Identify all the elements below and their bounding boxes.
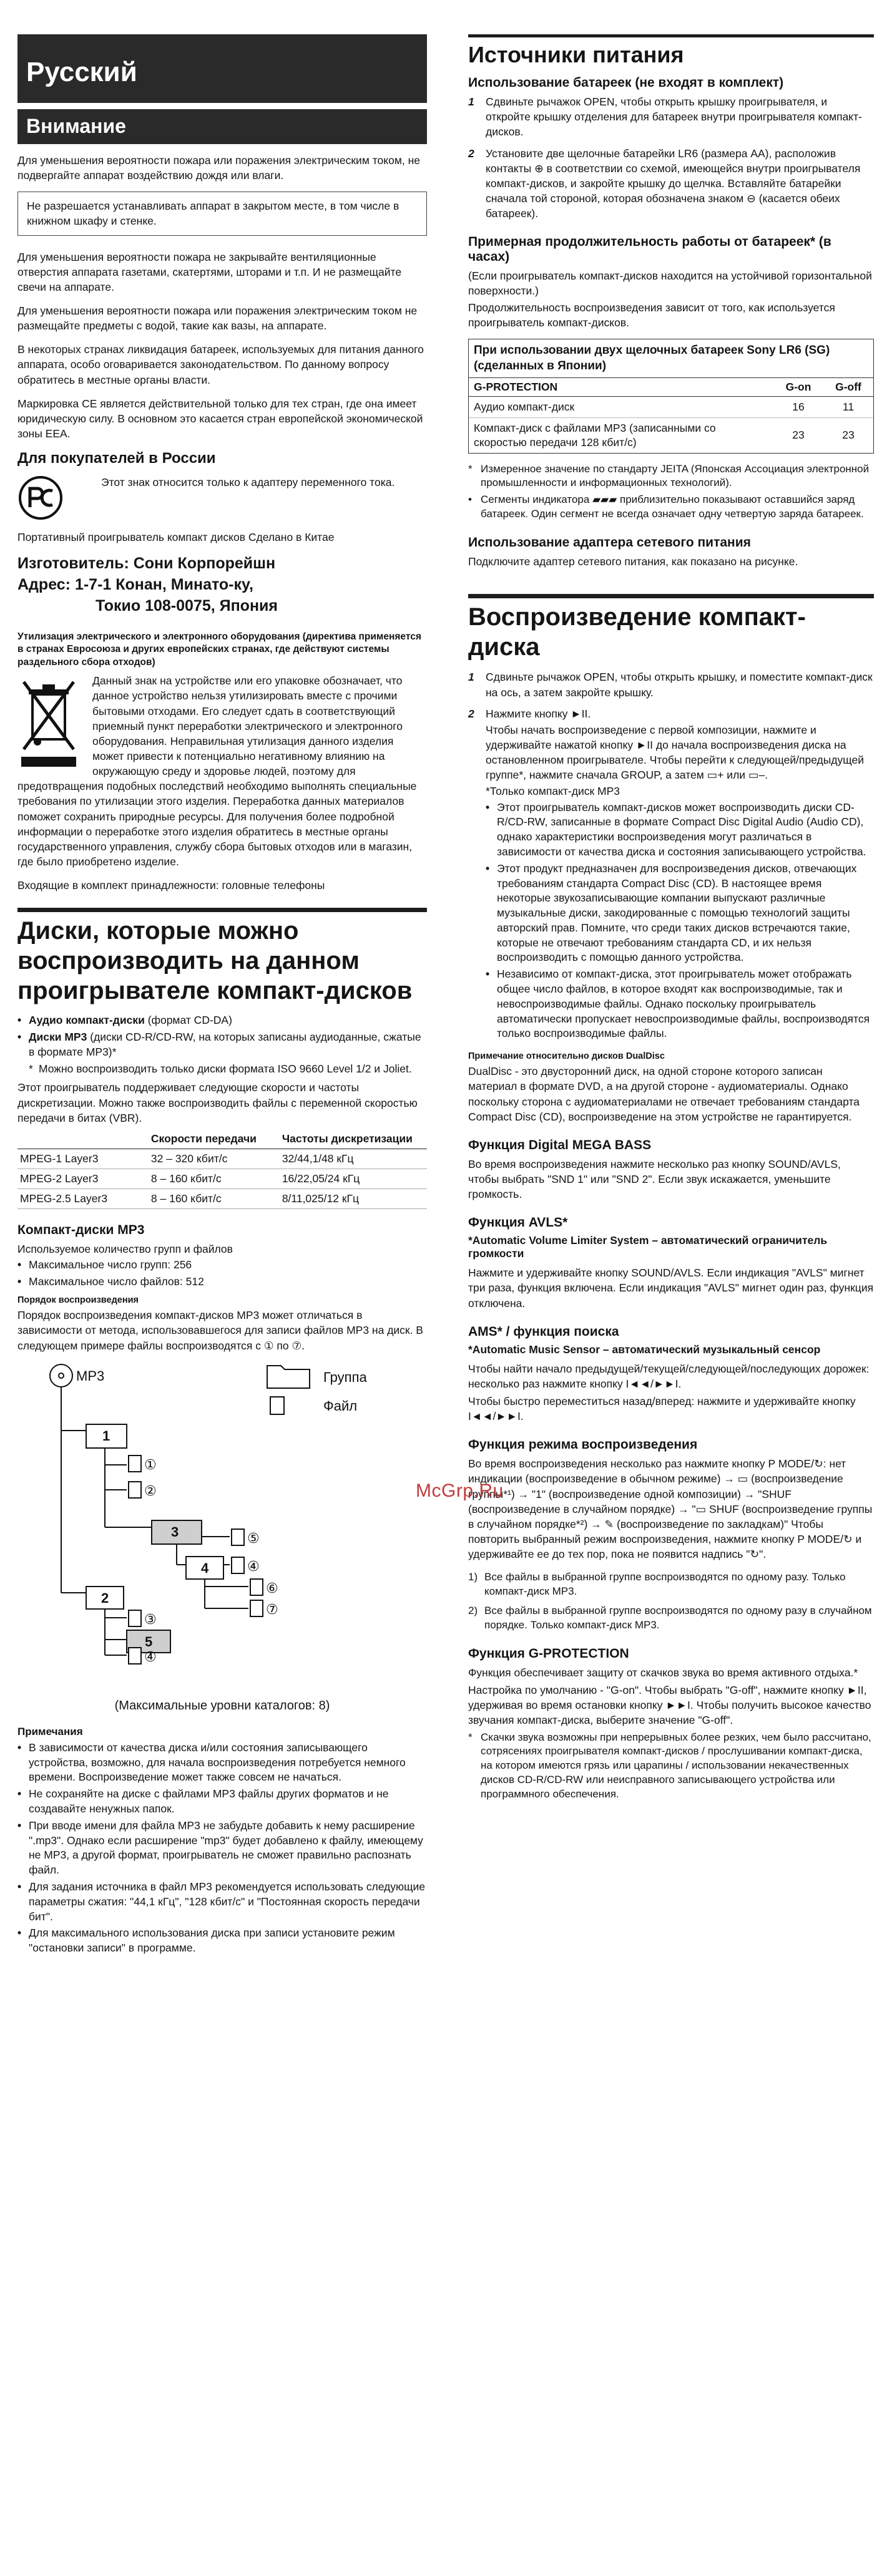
batt-step-text: Установите две щелочные батарейки LR6 (размера AA), расположив контакты ⊕ в соответствии со схемой, имеющейся внутри проигрывателя компакт-дисков, и закройте крышку до щелчка. Вставляйте батарейки сначала той стороной, которая обозначена знаком ⊖ (касается обеих батареек). (486, 147, 861, 220)
warning-p5: Маркировка CE является действительной только для тех стран, где она имеет юридическую силу. В основном это касается стран европейской экономической зоны ЕЕА. (17, 397, 423, 440)
note-item: • Не сохраняйте на диске с файлами MP3 файлы других форматов и не создавайте ненужных папок. (17, 1787, 427, 1817)
batt-note-text: Сегменты индикатора ▰▰▰ приблизительно показывают оставшийся заряд батареек. Один сегмент не всегда означает одну четвертую заряда батареек. (481, 493, 864, 520)
mode-title: Функция режима воспроизведения (468, 1437, 698, 1452)
warning-p1: Для уменьшения вероятности пожара или поражения электрическим током, не подвергайте аппарат воздействию дождя или влаги. (17, 154, 421, 182)
battery-table-box (468, 339, 874, 454)
rst-certification-icon (17, 475, 64, 521)
table-row (17, 1169, 427, 1188)
mp3-bullet-2: • Максимальное число файлов: 512 (17, 1275, 427, 1290)
disc-paragraph: Этот проигрыватель поддерживает следующие скорости и частоты дискретизации. Можно также воспроизводить файлы с переменной скоростью передачи в битах (VBR). (17, 1081, 418, 1124)
disc-b1-rest: (формат CD-DA) (144, 1014, 232, 1027)
table-row (469, 397, 873, 418)
address-line-1: Адрес: 1-7-1 Конан, Минато-ку, (17, 576, 253, 593)
disc-sub-note: * Можно воспроизводить только диски формата ISO 9660 Level 1/2 и Joliet. (29, 1062, 427, 1077)
manufacturer: Изготовитель: Сони Корпорейшн (17, 555, 276, 573)
note-text: Не сохраняйте на диске с файлами MP3 файлы других форматов и не создавайте ненужных папок. (29, 1787, 389, 1815)
disc-sub-text: Можно воспроизводить только диски формата ISO 9660 Level 1/2 и Joliet. (39, 1062, 412, 1075)
group-label: Группа (323, 1369, 367, 1385)
bitrate-table (17, 1129, 427, 1209)
discs-section (17, 908, 427, 1956)
battery-table (469, 377, 873, 452)
play-title: Воспроизведение компакт-диска (468, 603, 806, 661)
table-cell: 11 (823, 397, 873, 418)
mega-bass-title: Функция Digital MEGA BASS (468, 1137, 652, 1152)
language-title: Русский (17, 34, 427, 103)
table-cell: MPEG-2 Layer3 (17, 1169, 149, 1188)
accessories: Входящие в комплект принадлежности: головные телефоны (17, 879, 325, 892)
avls-title: Функция AVLS* (468, 1215, 568, 1230)
batt-step-2: 2 Установите две щелочные батарейки LR6 (размера AA), расположив контакты ⊕ в соответствии со схемой, имеющейся внутри проигрывателя компакт-дисков, и закройте крышку до щелчка. Вставляйте батарейки сначала той стороной, которая обозначена знаком ⊖ (касается обеих батареек). (468, 146, 874, 221)
disc-b2-rest: (диски CD-R/CD-RW, на которых записаны аудиоданные, сжатые в формате MP3)* (29, 1031, 421, 1058)
file-label: ③ (144, 1611, 157, 1628)
note-item: • При вводе имени для файла MP3 не забудьте добавить к нему расширение ".mp3". Однако если расширение "mp3" будет добавлено к файлу, имеющему не MP3, а другой формат, проигрыватель не сможет правильно распознать файл. (17, 1819, 427, 1878)
mode-note-2: 2) Все файлы в выбранной группе воспроизводятся по одному разу в случайном порядке. Только компакт-диск MP3. (468, 1604, 874, 1633)
folder-label: 2 (101, 1590, 109, 1606)
warning-box (17, 192, 427, 235)
table-cell: MPEG-2.5 Layer3 (17, 1188, 149, 1208)
file-label: ④ (144, 1649, 157, 1665)
folder-label: 1 (102, 1427, 110, 1444)
disc-b1-bold: Аудио компакт-диски (29, 1014, 145, 1027)
play-bullet: • Этот продукт предназначен для воспроизведения дисков, отвечающих требованиям стандарта Compact Disc (CD). В настоящее время некоторые звукозаписывающие компании выпускают различные музыкальные диски, закодированные с помощью технологий защиты авторский прав. Помните, что среди таких дисков встречаются такие, которые не отвечают требованиям стандарта CD, и их нельзя воспроизводить с помощью данного устройства. (486, 862, 874, 966)
play-step-2: 2 Нажмите кнопку ►II. (468, 706, 874, 721)
mp3-label: MP3 (76, 1368, 105, 1384)
bitrate-header (17, 1129, 149, 1149)
warning-p2: Для уменьшения вероятности пожара не закрывайте вентиляционные отверстия аппарата газетами, скатертями, шторами и т.п. И не размещайте свечи на аппарате. (17, 250, 402, 293)
mp3-title: Компакт-диски MP3 (17, 1222, 145, 1237)
table-cell: 16/22,05/24 кГц (280, 1169, 427, 1188)
disc-bullet-2: • Диски MP3 (диски CD-R/CD-RW, на которых записаны аудиоданные, сжатые в формате MP3)* (17, 1031, 421, 1058)
bitrate-header-row (17, 1129, 427, 1149)
note-text: Для задания источника в файл MP3 рекомендуется использовать следующие параметры сжатия: "44,1 кГц", "128 кбит/с" и "Постоянная скорость передачи бит". (29, 1880, 426, 1923)
weee-block (17, 673, 427, 869)
play-step-text: Нажмите кнопку ►II. (486, 707, 591, 720)
table-row (469, 418, 873, 453)
adapter-title: Использование адаптера сетевого питания (468, 535, 751, 550)
rct-block (17, 475, 427, 521)
batt-note-text: Измеренное значение по стандарту JEITA (Японская Ассоциация электронной промышленности и информационных технологий). (481, 462, 870, 489)
right-column (468, 34, 874, 2561)
note-item: • Для задания источника в файл MP3 рекомендуется использовать следующие параметры сжатия: "44,1 кГц", "128 кбит/с" и "Постоянная скорость передачи бит". (17, 1880, 427, 1924)
discs-title: Диски, которые можно воспроизводить на данном проигрывателе компакт-дисков (17, 917, 413, 1005)
power-section (468, 34, 874, 569)
play-bullet-text: Независимо от компакт-диска, этот проигрыватель может отображать общее число файлов, в которое входят как воспроизводимые, так и невоспроизводимые файлы. Однако поскольку проигрыватель автоматически пропускает невоспроизводимые файлы, воспроизводятся только воспроизводимые файлы. (497, 968, 870, 1040)
table-cell: Аудио компакт-диск (469, 397, 773, 418)
bitrate-header: Скорости передачи (149, 1129, 280, 1149)
life-title: Примерная продолжительность работы от батареек* (в часах) (468, 235, 831, 265)
crossed-bin-icon (17, 676, 80, 769)
table-cell: 23 (842, 429, 855, 442)
folder-label: 4 (201, 1560, 209, 1576)
play-step-text: Сдвиньте рычажок OPEN, чтобы открыть крышку, и поместите компакт-диск на ось, а затем закройте крышку. (486, 671, 873, 699)
folder-tree-diagram (17, 1362, 427, 1693)
weee-title: Утилизация электрического и электронного оборудования (директива применяется в странах Евросоюза и других европейских странах, где действуют системы раздельного сбора отходов) (17, 631, 421, 668)
order-paragraph: Порядок воспроизведения компакт-дисков MP3 может отличаться в зависимости от метода, использовавшегося для записи файлов MP3 на диск. В следующем примере файлы воспроизводятся с ① по ⑦. (17, 1309, 423, 1352)
file-label: ⑦ (266, 1601, 278, 1618)
note-text: В зависимости от качества диска и/или состояния записывающего устройства, возможно, для начала воспроизведения потребуется немного времени. Воспроизведение может также совсем не начаться. (29, 1741, 406, 1784)
play-bullet: • Независимо от компакт-диска, этот проигрыватель может отображать общее число файлов, в которое входят как воспроизводимые, так и невоспроизводимые файлы. Однако поскольку проигрыватель автоматически пропускает невоспроизводимые файлы, воспроизводятся только воспроизводимые файлы. (486, 967, 874, 1041)
table-cell: 32 – 320 кбит/с (149, 1149, 280, 1169)
disc-bullet-1: • Аудио компакт-диски (формат CD-DA) (17, 1014, 232, 1027)
batt-note-2: • Сегменты индикатора ▰▰▰ приблизительно показывают оставшийся заряд батареек. Один сегмент не всегда означает одну четвертую заряда батареек. (468, 493, 874, 522)
disc-b2-bold: Диски MP3 (29, 1031, 87, 1044)
dualdisc-title: Примечание относительно дисков DualDisc (468, 1051, 665, 1062)
folder-tree-svg (17, 1362, 427, 1693)
mp3-b1-text: Максимальное число групп: 256 (29, 1258, 192, 1271)
batt-step-1: 1 Сдвиньте рычажок OPEN, чтобы открыть крышку проигрывателя, и откройте крышку отделения для батареек внутри проигрывателя компакт-дисков. (468, 94, 874, 139)
play-step-2-paragraph: Чтобы начать воспроизведение с первой композиции, нажмите и удерживайте нажатой кнопку ►II до начала воспроизведения диска на остановленном проигрывателе. Чтобы перейти к следующей/предыдущей группе*, нажмите сначала GROUP, а затем ▭+ или ▭–. (486, 723, 865, 782)
table-cell: 32/44,1/48 кГц (280, 1149, 427, 1169)
dualdisc-paragraph: DualDisc - это двусторонний диск, на одной стороне которого записан материал в формате DVD, а на другой стороне - аудиоматериалы. Однако поскольку сторона с аудиоматериалами не отвечает требованиям стандарта Compact Disc (CD), воспроизведение на этом устройстве не гарантируется. (468, 1065, 860, 1123)
table-row (17, 1149, 427, 1169)
table-cell: 8/11,025/12 кГц (280, 1188, 427, 1208)
mp3-paragraph: Используемое количество групп и файлов (17, 1242, 233, 1255)
left-column (17, 34, 427, 2561)
mode-paragraph: Во время воспроизведения несколько раз нажмите кнопку P MODE/↻: нет индикации (воспроизведение в обычном режиме) → ▭ (воспроизведение группы*¹) → "1" (воспроизведение одной композиции) → "SHUF (воспроизведение в случайном порядке) → "▭ SHUF (воспроизведение группы в случайном порядке*²) → ✎ (воспроизведение по закладкам)" Чтобы повторить выбранный режим воспроизведения, нажмите кнопку P MODE/↻ и удерживайте ее до тех пор, пока не появится надпись "↻". (468, 1457, 873, 1561)
gprotection-paragraph-1: Функция обеспечивает защиту от скачков звука во время активного отдыха.* (468, 1666, 858, 1679)
russia-title: Для покупателей в России (17, 450, 216, 467)
avls-paragraph: Нажмите и удерживайте кнопку SOUND/AVLS. Если индикация "AVLS" мигнет три раза, функция включена. Если индикация "AVLS" мигнет один раз, функция отключена. (468, 1266, 874, 1310)
note-item: • Для максимального использования диска при записи установите режим "остановки записи" в программе. (17, 1926, 427, 1956)
note-text: При вводе имени для файла MP3 не забудьте добавить к нему расширение ".mp3". Однако если расширение "mp3" будет добавлено к файлу, имеющему не MP3, а другой формат, проигрыватель не сможет правильно распознать файл. (29, 1819, 423, 1877)
mode-note-text: Все файлы в выбранной группе воспроизводятся по одному разу. Только компакт-диск MP3. (484, 1571, 846, 1598)
mega-bass-paragraph: Во время воспроизведения нажмите несколько раз кнопку SOUND/AVLS, чтобы выбрать "SND 1" или "SND 2". Если звук искажается, уменьшите громкость. (468, 1157, 841, 1201)
note-item: • В зависимости от качества диска и/или состояния записывающего устройства, возможно, для начала воспроизведения потребуется немного времени. Воспроизведение может также совсем не начаться. (17, 1741, 427, 1785)
table-cell: 8 – 160 кбит/с (149, 1169, 280, 1188)
manufacturer-address (17, 553, 427, 616)
batt-step-text: Сдвиньте рычажок OPEN, чтобы открыть крышку проигрывателя, и откройте крышку отделения для батареек внутри проигрывателя компакт-дисков. (486, 95, 863, 139)
bitrate-header: Частоты дискретизации (280, 1129, 427, 1149)
table-cell: 8 – 160 кбит/с (149, 1188, 280, 1208)
battery-header: G-PROTECTION (469, 378, 773, 397)
life-p2: Продолжительность воспроизведения зависит от того, как используется проигрыватель компакт-дисков. (468, 301, 835, 329)
play-step-2-note: *Только компакт-диск MP3 (486, 785, 620, 798)
mp3-b2-text: Максимальное число файлов: 512 (29, 1275, 204, 1288)
table-cell: 16 (773, 397, 823, 418)
play-bullet: • Этот проигрыватель компакт-дисков может воспроизводить диски CD-R/CD-RW, записанные в формате Compact Disc Digital Audio (Audio CD), однако характеристики воспроизведения могут различаться в зависимости от качества диска и состояния записывающего устройства. (486, 800, 874, 860)
avls-subtitle: *Automatic Volume Limiter System – автоматический ограничитель громкости (468, 1234, 828, 1260)
warning-p4: В некоторых странах ликвидация батареек, используемых для питания данного аппарата, особо оговаривается законодательством. По данному вопросу обратитесь в местные органы власти. (17, 343, 424, 386)
warning-p3: Для уменьшения вероятности пожара или поражения электрическим током не размещайте предметы с водой, такие как вазы, на аппарате. (17, 304, 418, 333)
diagram-caption: (Максимальные уровни каталогов: 8) (114, 1698, 330, 1713)
gprotection-note-text: Скачки звука возможны при непрерывных более резких, чем было рассчитано, сотрясениях проигрывателя компакт-дисков / прослушивании компакт-диска, на котором имеются грязь или царапины / использовании некачественных дисков CD-R/CD-RW или неисправного записывающего устройства или программного обеспечения. (481, 1731, 871, 1801)
ams-paragraph-1: Чтобы найти начало предыдущей/текущей/следующей/последующих дорожек: несколько раз нажмите кнопку I◄◄/►►I. (468, 1362, 870, 1390)
folder-label: 5 (145, 1633, 153, 1650)
file-label: ④ (247, 1558, 260, 1575)
file-label: ② (144, 1483, 157, 1499)
play-bullet-text: Этот продукт предназначен для воспроизведения дисков, отвечающих требованиям стандарта Compact Disc (CD). В настоящее время некоторые звукозаписывающие компании выпускают различные музыкальные диски, закодированные с помощью технологий защиты авторский прав. Помните, что среди таких дисков встречаются такие, которые не отвечают требованиям стандарта CD, и их нельзя воспроизводить с помощью данного устройства. (497, 862, 857, 964)
battery-table-caption: При использовании двух щелочных батареек Sony LR6 (SG) (сделанных в Японии) (474, 343, 830, 372)
rct-text: Этот знак относится только к адаптеру переменного тока. (101, 476, 395, 489)
table-cell: MPEG-1 Layer3 (17, 1149, 149, 1169)
gprotection-title: Функция G-PROTECTION (468, 1646, 629, 1661)
warning-title: Внимание (17, 109, 427, 144)
warning-box-text: Не разрешается устанавливать аппарат в закрытом месте, в том числе в книжном шкафу и стенке. (27, 200, 399, 228)
battery-header: G-on (773, 378, 823, 397)
address-line-2: Токио 108-0075, Япония (96, 596, 278, 615)
mode-note-1: 1) Все файлы в выбранной группе воспроизводятся по одному разу. Только компакт-диск MP3. (468, 1570, 874, 1599)
battery-header-row (469, 378, 873, 397)
ams-paragraph-2: Чтобы быстро переместиться назад/вперед: нажмите и удерживайте кнопку I◄◄/►►I. (468, 1394, 856, 1423)
play-bullet-text: Этот проигрыватель компакт-дисков может воспроизводить диски CD-R/CD-RW, записанные в формате Compact Disc Digital Audio (Audio CD), однако характеристики воспроизведения могут различаться в зависимости от качества диска и состояния записывающего устройства. (497, 800, 866, 858)
watermark: McGrp.Ru (416, 1480, 504, 1501)
file-label: ⑤ (247, 1530, 260, 1547)
file-label: ① (144, 1457, 157, 1473)
life-p1: (Если проигрыватель компакт-дисков находится на устойчивой горизонтальной поверхности.) (468, 270, 872, 298)
gprotection-paragraph-2: Настройка по умолчанию - "G-on". Чтобы выбрать "G-off", нажмите кнопку ►II, удерживая во время остановки кнопку ►►I. Чтобы получить высокое качество звучания компакт-диска, выберите значение "G-off". (468, 1684, 871, 1727)
order-title: Порядок воспроизведения (17, 1295, 139, 1306)
play-section (468, 594, 874, 1802)
file-label: ⑥ (266, 1580, 278, 1597)
power-title: Источники питания (468, 42, 684, 67)
gprotection-note: * Скачки звука возможны при непрерывных более резких, чем было рассчитано, сотрясениях проигрывателя компакт-дисков / прослушивании компакт-диска, на котором имеются грязь или царапины / использовании некачественных дисков CD-R/CD-RW или неисправного записывающего устройства или программного обеспечения. (468, 1731, 874, 1802)
adapter-paragraph: Подключите адаптер сетевого питания, как показано на рисунке. (468, 555, 798, 568)
mp3-bullet-1: • Максимальное число групп: 256 (17, 1258, 427, 1273)
notes-title: Примечания (17, 1725, 83, 1738)
batt-title: Использование батареек (не входят в комплект) (468, 75, 784, 90)
table-cell: 23 (792, 429, 805, 442)
note-text: Для максимального использования диска при записи установите режим "остановки записи" в программе. (29, 1927, 395, 1955)
ams-title: AMS* / функция поиска (468, 1324, 619, 1339)
made-in: Портативный проигрыватель компакт дисков Сделано в Китае (17, 531, 335, 544)
batt-note-1: * Измеренное значение по стандарту JEITA (Японская Ассоциация электронной промышленности и информационных технологий). (468, 462, 874, 491)
table-row (17, 1188, 427, 1208)
play-step-1: 1 Сдвиньте рычажок OPEN, чтобы открыть крышку, и поместите компакт-диск на ось, а затем закройте крышку. (468, 669, 874, 699)
file-legend-label: Файл (323, 1397, 358, 1414)
mode-note-text: Все файлы в выбранной группе воспроизводятся по одному разу в случайном порядке. Только компакт-диск MP3. (484, 1605, 872, 1631)
folder-label: 3 (171, 1524, 179, 1540)
weee-text: Данный знак на устройстве или его упаковке обозначает, что данное устройство нельзя утилизировать вместе с прочими бытовыми отходами. Его следует сдать в соответствующий приемный пункт переработки электрического и электронного оборудования. Неправильная утилизация данного изделия может привести к потенциально негативному влиянию на окружающую среду и здоровье людей, поэтому для предотвращения подобных последствий необходимо выполнять специальные требования по утилизации этого изделия. Переработка данных материалов поможет сохранить природные ресурсы. Для получения более подробной информации о переработке этого изделия обратитесь в местные органы государственного управления, службу сбора бытовых отходов или в магазин, где было приобретено изделие. (17, 674, 417, 868)
battery-header: G-off (823, 378, 873, 397)
ams-subtitle: *Automatic Music Sensor – автоматический музыкальный сенсор (468, 1343, 821, 1356)
table-cell: Компакт-диск с файлами MP3 (записанными со скоростью передачи 128 кбит/с) (474, 422, 716, 449)
